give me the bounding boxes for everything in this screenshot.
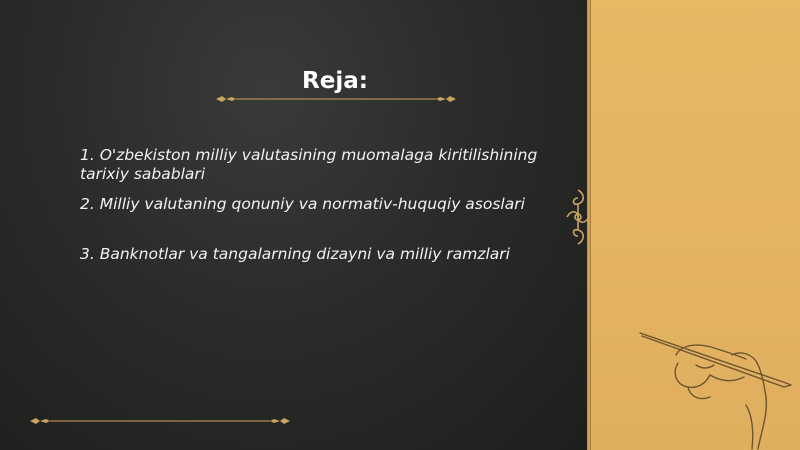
scroll-ornament-icon (563, 186, 593, 248)
agenda-item-2: 2. Milliy valutaning qonuniy va normativ-huquqiy asoslari (80, 195, 525, 213)
agenda-item-1: 1. O'zbekiston milliy valutasining muomalaga kiritilishining tarixiy sabablari (80, 146, 538, 183)
agenda-item-3: 3. Banknotlar va tangalarning dizayni va milliy ramzlari (80, 245, 510, 263)
bottom-divider-ornament (30, 415, 290, 427)
title-divider-ornament (216, 93, 456, 105)
hand-pen-icon (636, 325, 796, 450)
slide-title: Reja: (302, 68, 368, 94)
